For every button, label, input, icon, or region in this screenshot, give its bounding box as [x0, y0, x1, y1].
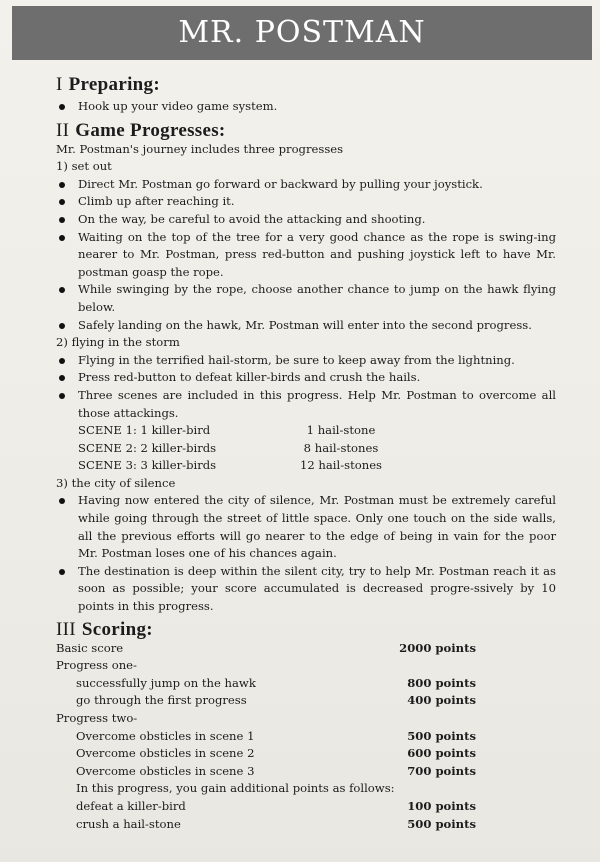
- list-item: Safely landing on the hawk, Mr. Postman will enter into the second progress.: [56, 317, 556, 335]
- score-points: 100 points: [407, 798, 476, 813]
- scene-hail: 12 hail-stones: [299, 458, 383, 473]
- score-points: 800 points: [407, 675, 476, 690]
- scene-hail: 1 hail-stone: [306, 423, 376, 438]
- additional-note: In this progress, you gain additional points as follows:: [76, 781, 395, 796]
- score-label: Overcome obsticles in scene 1: [76, 728, 255, 743]
- list-item: Hook up your video game system.: [56, 98, 556, 116]
- scene-label: SCENE 3:: [78, 458, 137, 473]
- score-row: [56, 816, 556, 834]
- section-number: II: [56, 119, 70, 141]
- list-item: Press red-button to defeat killer-birds and crush the hails.: [56, 369, 556, 387]
- list-item: While swinging by the rope, choose another chance to jump on the hawk flying below.: [56, 281, 556, 316]
- score-label: Overcome obsticles in scene 2: [76, 746, 255, 761]
- progress-1-title: 1) set out: [56, 159, 112, 174]
- score-points: 600 points: [407, 746, 476, 761]
- score-points: 2000 points: [399, 640, 476, 655]
- score-label: crush a hail-stone: [76, 816, 181, 831]
- scene-label: SCENE 2:: [78, 440, 137, 455]
- score-row: [56, 745, 556, 763]
- list-item: Three scenes are included in this progress. Help Mr. Postman to overcome all those attackings.: [56, 387, 556, 422]
- section-1-heading: [56, 74, 556, 95]
- section-number: III: [56, 618, 76, 640]
- score-row: [56, 798, 556, 816]
- score-points: 500 points: [407, 816, 476, 831]
- section-title: Scoring:: [81, 618, 153, 640]
- scene-birds: 3 killer-birds: [140, 458, 217, 473]
- progress-2-title: 2) flying in the storm: [56, 335, 180, 350]
- score-row: [56, 675, 556, 693]
- scene-row: [56, 457, 556, 475]
- score-row: [56, 763, 556, 781]
- list-item: On the way, be careful to avoid the attacking and shooting.: [56, 211, 556, 229]
- score-label: successfully jump on the hawk: [76, 675, 256, 690]
- scene-birds: 2 killer-birds: [140, 440, 217, 455]
- progress-3-title: 3) the city of silence: [56, 475, 176, 490]
- page-title: MR. POSTMAN: [12, 6, 592, 60]
- scene-label: SCENE 1:: [78, 423, 137, 438]
- score-points: 700 points: [407, 763, 476, 778]
- score-label: Basic score: [56, 640, 124, 655]
- section-2-heading: [56, 120, 556, 141]
- score-label: Overcome obsticles in scene 3: [76, 763, 255, 778]
- manual-content: [56, 74, 556, 833]
- list-item: Waiting on the top of the tree for a very good chance as the rope is swing-ing nearer to Mr. Postman, press red-button and pushing joystick left to have Mr. postman goasp the rope.: [56, 229, 556, 282]
- section-number: I: [56, 74, 63, 95]
- score-row: [56, 692, 556, 710]
- scene-row: [56, 440, 556, 458]
- section-intro: Mr. Postman's journey includes three progresses: [56, 141, 344, 156]
- list-item: The destination is deep within the silent city, try to help Mr. Postman reach it as soon as possible; your score accumulated is decreased progre-ssively by 10 points in this progress.: [56, 563, 556, 616]
- score-group-title: Progress two-: [56, 711, 138, 725]
- list-item: Climb up after reaching it.: [56, 193, 556, 211]
- section-title: Preparing:: [68, 74, 160, 95]
- scene-row: [56, 422, 556, 440]
- score-label: defeat a killer-bird: [76, 798, 186, 813]
- score-label: go through the first progress: [76, 693, 247, 708]
- list-item: Direct Mr. Postman go forward or backward by pulling your joystick.: [56, 176, 556, 194]
- score-group-title: Progress one-: [56, 658, 137, 673]
- section-3-heading: [56, 619, 556, 640]
- section-title: Game Progresses:: [75, 119, 226, 141]
- list-item: Having now entered the city of silence, Mr. Postman must be extremely careful while going through the street of little space. Only one touch on the side walls, all the previous efforts will go nearer to the edge of being in vain for the poor Mr. Postman loses one of his chances again.: [56, 492, 556, 562]
- scene-birds: 1 killer-bird: [140, 423, 211, 438]
- score-row: [56, 640, 556, 658]
- score-points: 400 points: [407, 693, 476, 708]
- score-points: 500 points: [407, 728, 476, 743]
- score-row: [56, 728, 556, 746]
- list-item: Flying in the terrified hail-storm, be sure to keep away from the lightning.: [56, 352, 556, 370]
- scene-hail: 8 hail-stones: [303, 440, 379, 455]
